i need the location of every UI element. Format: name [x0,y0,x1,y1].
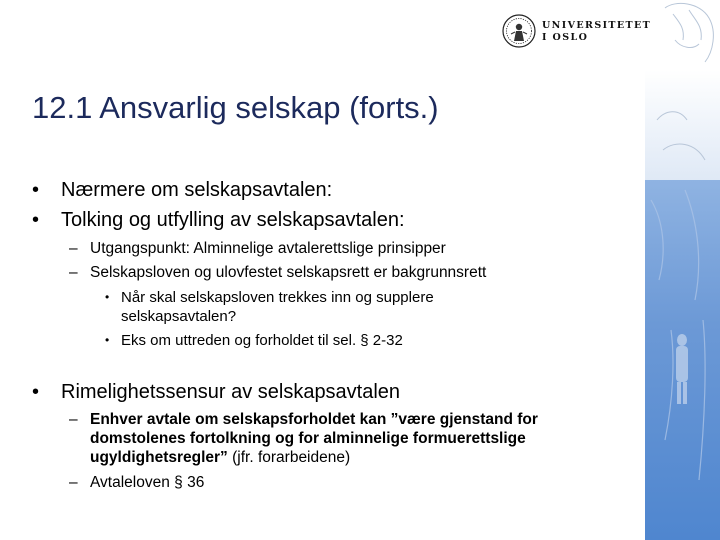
sub-bullet-plain-text: (jfr. forarbeidene) [227,449,351,466]
slide-title: 12.1 Ansvarlig selskap (forts.) [32,90,439,125]
statue-relief-image [645,0,720,540]
dash-marker: – [69,264,78,281]
university-seal-icon [502,14,536,48]
bullet-text: Nærmere om selskapsavtalen: [61,179,333,201]
sub-sub-bullet-text: Eks om uttreden og forholdet til sel. § 2-32 [121,332,403,349]
logo-line-2: I OSLO [542,32,589,43]
bullet-marker: • [32,209,40,231]
dash-marker: – [69,474,78,491]
bullet-marker: • [32,179,40,201]
decorative-side-band [645,0,720,540]
sub-bullet-text: Selskapsloven og ulovfestet selskapsrett er bakgrunnsrett [90,264,487,281]
sub-sub-bullet-text: Når skal selskapsloven trekkes inn og supplere selskapsavtalen? [121,289,434,325]
sub-bullet-bold-text: Enhver avtale om selskapsforholdet kan ”være gjenstand for domstolenes fortolkning og for alminnelige formuerettslige ugyldighetsregler” [90,411,538,466]
sub-bullet-text [90,410,630,467]
dot-marker: • [105,333,110,347]
bullet-marker: • [32,381,40,403]
logo-line-1: UNIVERSITETET [542,20,652,31]
university-logo-text [542,20,651,44]
bullet-text: Rimelighetssensur av selskapsavtalen [61,381,401,403]
bullet-text: Tolking og utfylling av selskapsavtalen: [61,209,405,231]
sub-bullet-text: Avtaleloven § 36 [90,474,205,491]
dash-marker: – [69,240,78,257]
dash-marker: – [69,411,78,428]
dot-marker: • [105,290,110,304]
sub-bullet-text: Utgangspunkt: Alminnelige avtalerettslige prinsipper [90,240,446,257]
